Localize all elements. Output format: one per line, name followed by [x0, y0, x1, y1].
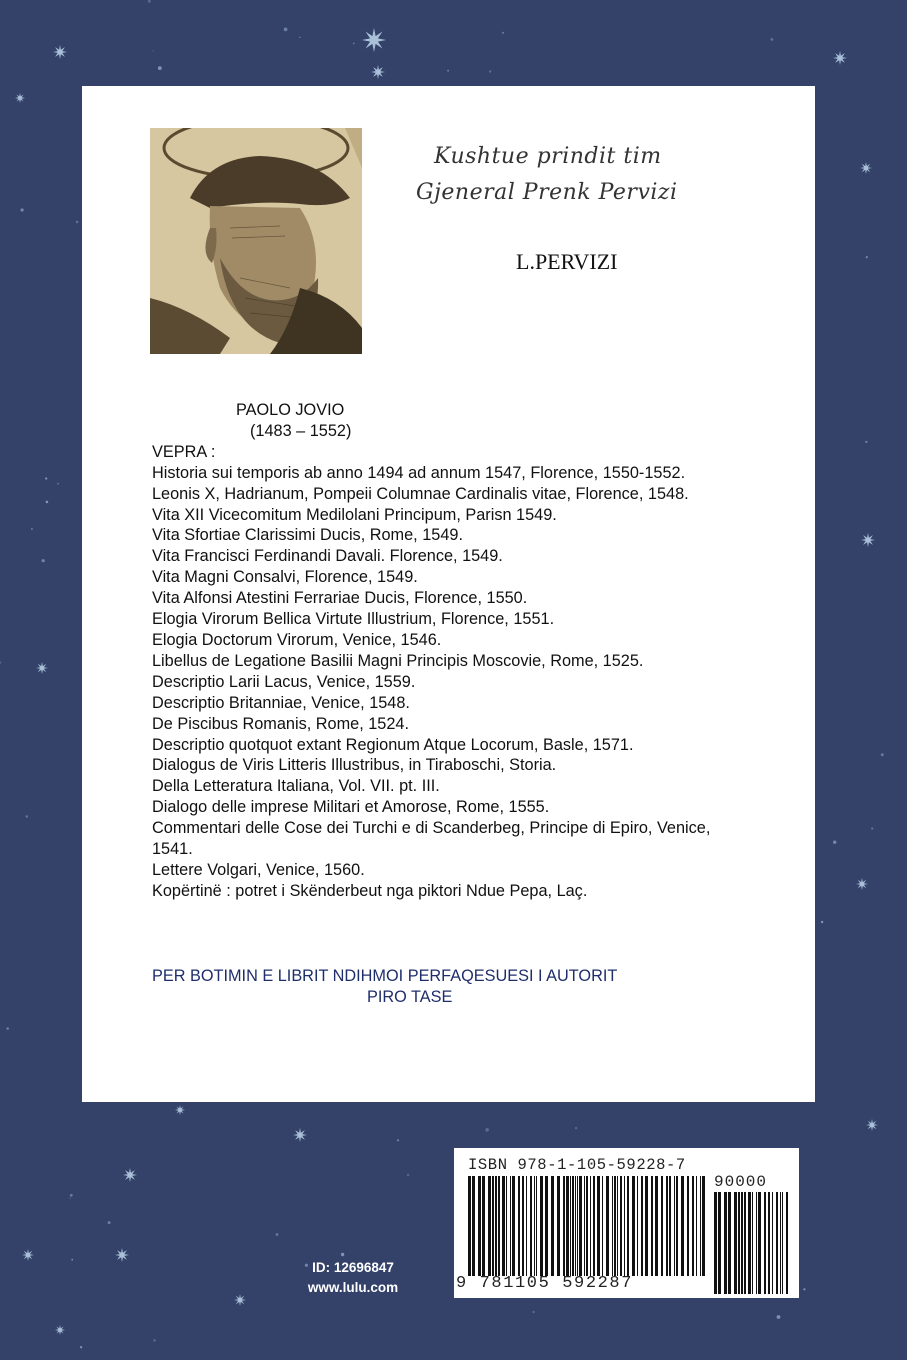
star-icon — [123, 1168, 137, 1182]
barcode-bar — [530, 1176, 532, 1276]
speckle — [489, 70, 491, 72]
publisher-url: www.lulu.com — [307, 1280, 399, 1295]
barcode-bar — [772, 1192, 773, 1294]
work-item: Kopërtinë : potret i Skënderbeut nga piktori Ndue Pepa, Laç. — [152, 881, 588, 900]
barcode-bar — [597, 1176, 600, 1276]
subject-name: PAOLO JOVIO — [236, 401, 345, 419]
speckle — [31, 528, 33, 530]
barcode-bar — [617, 1176, 618, 1276]
speckle — [276, 1233, 279, 1236]
barcode-bar — [666, 1176, 668, 1276]
barcode-bar — [551, 1176, 554, 1276]
speckle — [407, 1174, 409, 1176]
barcode-bar — [724, 1192, 727, 1294]
barcode-bar — [577, 1176, 578, 1276]
barcode-bar — [768, 1192, 770, 1294]
barcode-bar — [579, 1176, 582, 1276]
work-item: Vita Alfonsi Atestini Ferrariae Ducis, Florence, 1550. — [152, 589, 528, 608]
credits-line-2: PIRO TASE — [367, 987, 453, 1006]
speckle — [353, 43, 355, 45]
speckle — [46, 501, 49, 504]
barcode-bar — [492, 1176, 494, 1276]
work-item: Commentari delle Cose dei Turchi e di Scanderbeg, Principe di Epiro, Venice, 1541. — [152, 819, 711, 859]
barcode-bar — [512, 1176, 515, 1276]
speckle — [771, 38, 774, 41]
speckle — [299, 37, 300, 38]
barcode-bar — [674, 1176, 675, 1276]
speckle — [69, 1198, 70, 1199]
barcode-bar — [606, 1176, 609, 1276]
barcode-bar — [526, 1176, 527, 1276]
barcode-bar — [627, 1176, 629, 1276]
star-icon — [362, 28, 386, 52]
barcode-bar — [714, 1192, 717, 1294]
speckle — [284, 28, 288, 32]
speckle — [447, 70, 449, 72]
work-item: Vita Francisci Ferdinandi Davali. Florence, 1549. — [152, 547, 503, 566]
barcode-bar — [676, 1176, 678, 1276]
speckle — [108, 1221, 111, 1224]
barcode-bar — [612, 1176, 613, 1276]
speckle — [70, 1194, 73, 1197]
barcode-bar — [478, 1176, 481, 1276]
speckle — [57, 483, 59, 485]
speckle — [397, 1139, 399, 1141]
publisher-info — [288, 1258, 418, 1298]
work-item: Della Letteratura Italiana, Vol. VII. pt. III. — [152, 777, 440, 796]
barcode-bar — [472, 1176, 475, 1276]
barcode-bar — [752, 1192, 753, 1294]
speckle — [866, 256, 868, 258]
work-item: Lettere Volgari, Venice, 1560. — [152, 860, 365, 879]
speckle — [777, 1315, 781, 1319]
dedication-handwritten — [416, 144, 734, 216]
barcode-bar — [655, 1176, 658, 1276]
star-icon — [860, 162, 872, 174]
barcode-bar — [510, 1176, 511, 1276]
barcode-bar — [681, 1176, 684, 1276]
star-icon — [234, 1294, 246, 1306]
speckle — [881, 753, 884, 756]
dedication-line-1: Kushtue prindit tim — [434, 144, 662, 169]
speckle — [26, 815, 28, 817]
work-item: Historia sui temporis ab anno 1494 ad annum 1547, Florence, 1550-1552. — [152, 463, 686, 482]
works-list — [152, 463, 752, 902]
speckle — [158, 66, 162, 70]
work-item: Vita Magni Consalvi, Florence, 1549. — [152, 568, 418, 587]
barcode-bar — [637, 1176, 638, 1276]
star-icon — [22, 1249, 34, 1261]
barcode-bar — [536, 1176, 537, 1276]
speckle — [865, 441, 867, 443]
star-icon — [293, 1128, 307, 1142]
barcode-bar — [758, 1192, 761, 1294]
speckle — [485, 1128, 489, 1132]
work-item: Elogia Doctorum Virorum, Venice, 1546. — [152, 630, 442, 649]
barcode-bar — [624, 1176, 625, 1276]
credits-line-1: PER BOTIMIN E LIBRIT NDIHMOI PERFAQESUESI I AUTORIT — [152, 967, 618, 985]
barcode-addon-bars — [714, 1192, 788, 1294]
work-item: Leonis X, Hadrianum, Pompeii Columnae Cardinalis vitae, Florence, 1548. — [152, 484, 689, 503]
speckle — [80, 1346, 82, 1348]
work-item: Vita Sfortiae Clarissimi Ducis, Rome, 1549. — [152, 526, 463, 545]
speckle — [7, 1027, 9, 1029]
star-icon — [15, 93, 25, 103]
barcode-bar — [718, 1192, 721, 1294]
star-icon — [36, 662, 48, 674]
isbn-label: ISBN 978-1-105-59228-7 — [468, 1156, 686, 1174]
isbn-barcode — [454, 1148, 799, 1298]
dedication-line-2: Gjeneral Prenk Pervizi — [416, 180, 678, 205]
barcode-bars — [468, 1176, 708, 1276]
portrait-engraving-image — [150, 128, 362, 354]
star-icon — [371, 65, 385, 79]
barcode-bar — [593, 1176, 595, 1276]
barcode-bar — [744, 1192, 746, 1294]
barcode-bar — [780, 1192, 781, 1294]
barcode-bar — [782, 1192, 783, 1294]
star-icon — [115, 1248, 129, 1262]
barcode-bar — [563, 1176, 565, 1276]
speckle — [21, 208, 24, 211]
speckle — [71, 1259, 73, 1261]
speckle — [533, 1311, 535, 1313]
barcode-bar — [700, 1176, 701, 1276]
barcode-bar — [702, 1176, 705, 1276]
barcode-bar — [696, 1176, 697, 1276]
star-icon — [866, 1119, 878, 1131]
barcode-bar — [506, 1176, 507, 1276]
star-icon — [861, 533, 875, 547]
barcode-bar — [651, 1176, 653, 1276]
work-item: Dialogus de Viris Litteris Illustribus, in Tiraboschi, Storia. — [152, 756, 557, 775]
speckle — [833, 841, 836, 844]
star-icon — [856, 878, 868, 890]
barcode-bar — [502, 1176, 505, 1276]
speckle — [575, 1127, 577, 1129]
barcode-bar — [534, 1176, 535, 1276]
works-section — [152, 400, 752, 902]
credits — [152, 966, 692, 1008]
barcode-bar — [728, 1192, 731, 1294]
barcode-digits: 9 781105 592287 — [456, 1274, 634, 1293]
barcode-bar — [584, 1176, 585, 1276]
work-item: Vita XII Vicecomitum Medilolani Principum, Parisn 1549. — [152, 505, 557, 524]
work-item: De Piscibus Romanis, Rome, 1524. — [152, 714, 409, 733]
barcode-bar — [518, 1176, 520, 1276]
work-item: Descriptio Britanniae, Venice, 1548. — [152, 693, 410, 712]
author-name: L.PERVIZI — [516, 249, 618, 274]
speckle — [152, 50, 153, 51]
barcode-bar — [734, 1192, 737, 1294]
publisher-id: ID: 12696847 — [312, 1260, 394, 1275]
barcode-bar — [748, 1192, 751, 1294]
speckle — [803, 1288, 805, 1290]
speckle — [42, 559, 45, 562]
barcode-bar — [566, 1176, 569, 1276]
speckle — [0, 661, 1, 663]
barcode-bar — [482, 1176, 485, 1276]
barcode-bar — [738, 1192, 740, 1294]
barcode-bar — [545, 1176, 548, 1276]
works-heading: VEPRA : — [152, 442, 216, 461]
star-icon — [833, 51, 847, 65]
speckle — [76, 221, 79, 224]
work-item: Dialogo delle imprese Militari et Amorose, Rome, 1555. — [152, 798, 550, 817]
barcode-bar — [540, 1176, 543, 1276]
barcode-bar — [661, 1176, 663, 1276]
speckle — [871, 827, 873, 829]
speckle — [502, 32, 504, 34]
barcode-bar — [786, 1192, 788, 1294]
star-icon — [55, 1325, 65, 1335]
barcode-bar — [488, 1176, 491, 1276]
work-item: Descriptio Larii Lacus, Venice, 1559. — [152, 672, 416, 691]
back-cover-text-panel — [82, 86, 815, 1102]
star-icon — [175, 1105, 185, 1115]
barcode-bar — [620, 1176, 622, 1276]
star-icon — [53, 45, 67, 59]
barcode-bar — [614, 1176, 616, 1276]
work-item: Descriptio quotquot extant Regionum Atque Locorum, Basle, 1571. — [152, 735, 634, 754]
barcode-bar — [687, 1176, 689, 1276]
barcode-bar — [764, 1192, 766, 1294]
barcode-bar — [641, 1176, 643, 1276]
barcode-bar — [602, 1176, 603, 1276]
barcode-bar — [498, 1176, 500, 1276]
barcode-bar — [632, 1176, 635, 1276]
barcode-bar — [586, 1176, 588, 1276]
speckle — [153, 1339, 155, 1341]
barcode-bar — [572, 1176, 574, 1276]
work-item: Elogia Virorum Bellica Virtute Illustrium, Florence, 1551. — [152, 610, 555, 629]
barcode-bar — [669, 1176, 671, 1276]
price-code: 90000 — [714, 1173, 768, 1191]
barcode-bar — [495, 1176, 497, 1276]
barcode-bar — [590, 1176, 591, 1276]
barcode-bar — [570, 1176, 571, 1276]
barcode-bar — [645, 1176, 648, 1276]
speckle — [45, 477, 47, 479]
speckle — [241, 1300, 242, 1301]
barcode-bar — [756, 1192, 757, 1294]
barcode-bar — [776, 1192, 778, 1294]
barcode-bar — [557, 1176, 560, 1276]
speckle — [148, 0, 151, 3]
speckle — [821, 921, 823, 923]
subject-years: (1483 – 1552) — [250, 421, 352, 440]
barcode-bar — [741, 1192, 743, 1294]
speckle — [341, 1253, 344, 1256]
barcode-bar — [575, 1176, 576, 1276]
barcode-bar — [522, 1176, 524, 1276]
work-item: Libellus de Legatione Basilii Magni Principis Moscovie, Rome, 1525. — [152, 651, 644, 670]
barcode-bar — [468, 1176, 471, 1276]
barcode-bar — [692, 1176, 694, 1276]
